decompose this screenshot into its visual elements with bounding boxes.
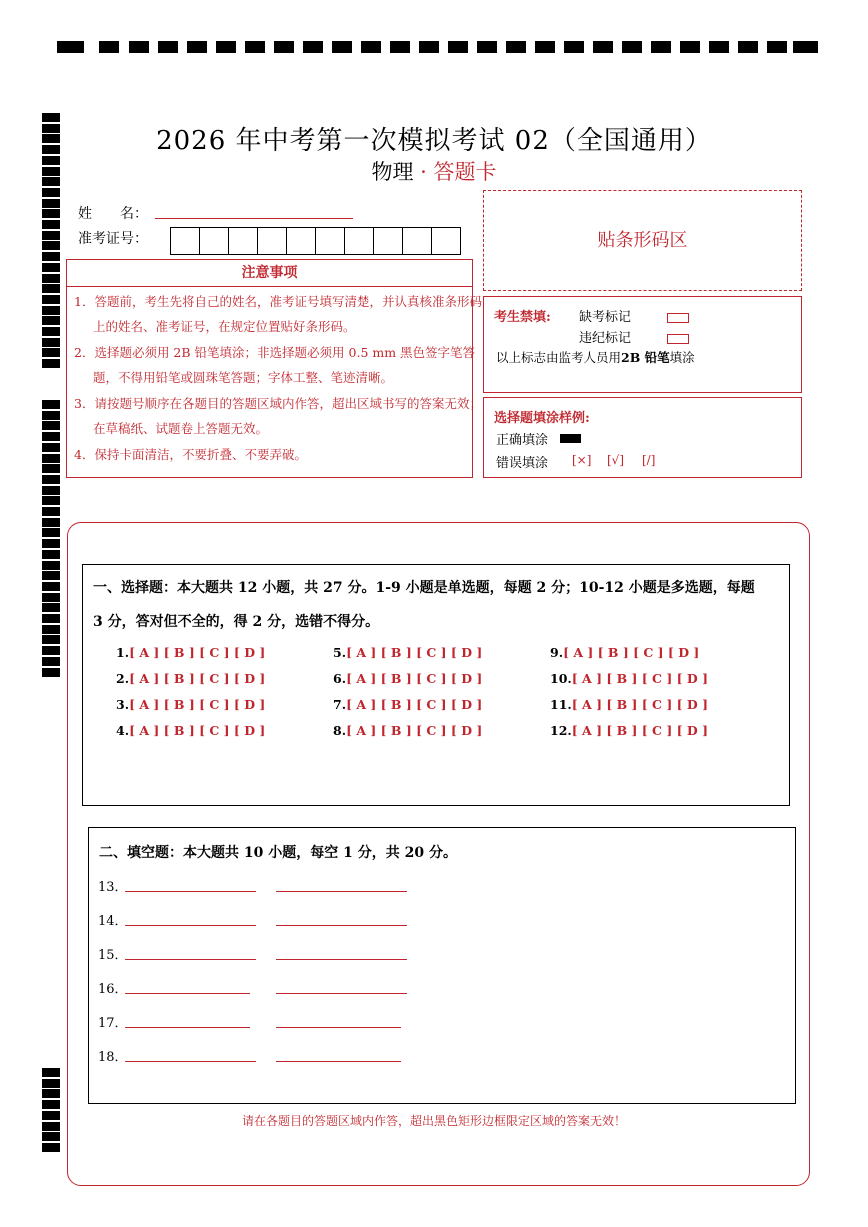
id-digit-box[interactable] bbox=[258, 228, 287, 254]
choice-item[interactable] bbox=[116, 697, 265, 712]
timing-mark bbox=[42, 1143, 60, 1152]
timing-mark bbox=[42, 1100, 60, 1109]
forbidden-box bbox=[483, 296, 802, 393]
choice-options[interactable]: [ A ] [ B ] [ C ] [ D ] bbox=[346, 645, 483, 660]
fill-blank[interactable] bbox=[276, 1026, 401, 1028]
fill-blank[interactable] bbox=[276, 890, 407, 892]
fill-number: 17． bbox=[98, 1016, 128, 1031]
choice-number: 3. bbox=[116, 697, 130, 712]
timing-mark bbox=[42, 1068, 60, 1077]
timing-mark bbox=[42, 1132, 60, 1141]
notice-heading: 注意事项 bbox=[67, 260, 472, 287]
fill-number: 18． bbox=[98, 1050, 128, 1065]
timing-mark bbox=[42, 528, 60, 537]
timing-mark bbox=[42, 496, 60, 505]
id-label: 准考证号： bbox=[78, 231, 148, 247]
choice-item[interactable] bbox=[333, 723, 482, 738]
choice-options[interactable]: [ A ] [ B ] [ C ] [ D ] bbox=[571, 723, 708, 738]
id-digit-box[interactable] bbox=[171, 228, 200, 254]
top-timing-marks bbox=[57, 40, 818, 54]
card-label: 答题卡 bbox=[433, 160, 497, 184]
correct-label: 正确填涂 bbox=[496, 433, 549, 448]
fill-blank[interactable] bbox=[125, 924, 256, 926]
choice-options[interactable]: [ A ] [ B ] [ C ] [ D ] bbox=[571, 671, 708, 686]
fill-blank[interactable] bbox=[125, 992, 250, 994]
timing-mark bbox=[42, 1089, 60, 1098]
notice-item: 3．请按题号顺序在各题目的答题区域内作答，超出区域书写的答案无效；在草稿纸、试题卷上答题无效。 bbox=[74, 396, 482, 436]
timing-mark bbox=[42, 252, 60, 261]
timing-mark bbox=[42, 1079, 60, 1088]
barcode-area: 贴条形码区 bbox=[483, 190, 802, 291]
timing-mark bbox=[42, 220, 60, 229]
timing-mark bbox=[42, 188, 60, 197]
choice-options[interactable]: [ A ] [ B ] [ C ] [ D ] bbox=[346, 697, 483, 712]
subtitle bbox=[0, 156, 868, 186]
timing-mark bbox=[42, 668, 60, 677]
choice-item[interactable] bbox=[116, 645, 265, 660]
absent-label: 缺考标记 bbox=[579, 310, 632, 325]
choice-number: 8. bbox=[333, 723, 347, 738]
choice-item[interactable] bbox=[550, 671, 708, 686]
timing-mark bbox=[42, 486, 60, 495]
choice-item[interactable] bbox=[333, 697, 482, 712]
notice-item: 4．保持卡面清洁，不要折叠、不要弄破。 bbox=[74, 447, 307, 462]
timing-mark bbox=[42, 359, 60, 368]
choice-number: 5. bbox=[333, 645, 347, 660]
timing-mark bbox=[42, 464, 60, 473]
choice-item[interactable] bbox=[550, 645, 699, 660]
choice-item[interactable] bbox=[333, 645, 482, 660]
notice-item: 1．答题前，考生先将自己的姓名，准考证号填写清楚，并认真核准条形码上的姓名、准考证号，在规定位置贴好条形码。 bbox=[74, 294, 482, 334]
id-digit-box[interactable] bbox=[432, 228, 460, 254]
sample-title: 选择题填涂样例: bbox=[494, 411, 590, 426]
choice-options[interactable]: [ A ] [ B ] [ C ] [ D ] bbox=[129, 697, 266, 712]
notice-item: 2．选择题必须用 2B 铅笔填涂；非选择题必须用 0.5 mm 黑色签字笔答题，不得用铅笔或圆珠笔答题；字体工整、笔迹清晰。 bbox=[74, 345, 476, 385]
forbidden-note bbox=[496, 348, 695, 366]
choice-number: 12. bbox=[550, 723, 572, 738]
fill-blank[interactable] bbox=[125, 1026, 250, 1028]
name-input-line[interactable] bbox=[155, 218, 353, 219]
timing-mark bbox=[42, 614, 60, 623]
timing-mark bbox=[42, 263, 60, 272]
timing-mark bbox=[42, 625, 60, 634]
timing-mark bbox=[42, 561, 60, 570]
fill-blank[interactable] bbox=[125, 1060, 256, 1062]
wrong-mark-check: [√] bbox=[607, 453, 625, 467]
timing-mark bbox=[42, 571, 60, 580]
id-digit-box[interactable] bbox=[403, 228, 432, 254]
choice-item[interactable] bbox=[550, 723, 708, 738]
choice-number: 7. bbox=[333, 697, 347, 712]
timing-mark bbox=[42, 603, 60, 612]
timing-mark bbox=[42, 348, 60, 357]
violation-mark-box[interactable] bbox=[667, 328, 689, 347]
choice-item[interactable] bbox=[116, 671, 265, 686]
exam-title: 2026 年中考第一次模拟考试 02（全国通用） bbox=[156, 126, 712, 156]
fill-blank[interactable] bbox=[276, 1060, 401, 1062]
choice-options[interactable]: [ A ] [ B ] [ C ] [ D ] bbox=[563, 645, 700, 660]
forbidden-note-post: 填涂 bbox=[669, 350, 695, 365]
choice-options[interactable]: [ A ] [ B ] [ C ] [ D ] bbox=[346, 723, 483, 738]
subject-label: 物理 bbox=[371, 160, 414, 184]
fill-blank[interactable] bbox=[276, 958, 407, 960]
forbidden-note-pre: 以上标志由监考人员用 bbox=[496, 350, 622, 365]
timing-mark bbox=[42, 646, 60, 655]
timing-mark bbox=[42, 454, 60, 463]
timing-mark bbox=[42, 231, 60, 240]
choice-options[interactable]: [ A ] [ B ] [ C ] [ D ] bbox=[346, 671, 483, 686]
fill-title: 二、填空题：本大题共 10 小题，每空 1 分，共 20 分。 bbox=[99, 845, 457, 861]
timing-mark bbox=[42, 411, 60, 420]
choice-options[interactable]: [ A ] [ B ] [ C ] [ D ] bbox=[129, 645, 266, 660]
timing-mark bbox=[42, 550, 60, 559]
id-digit-box[interactable] bbox=[345, 228, 374, 254]
id-digit-box[interactable] bbox=[287, 228, 316, 254]
fill-number: 15． bbox=[98, 948, 128, 963]
timing-mark bbox=[42, 507, 60, 516]
footer-warning: 请在各题目的答题区域内作答，超出黑色矩形边框限定区域的答案无效！ bbox=[241, 1114, 626, 1128]
fill-number: 16． bbox=[98, 982, 128, 997]
choice-number: 4. bbox=[116, 723, 130, 738]
choice-number: 9. bbox=[550, 645, 564, 660]
fill-section bbox=[88, 827, 796, 1104]
fill-number: 13． bbox=[98, 880, 128, 895]
id-digit-box[interactable] bbox=[200, 228, 229, 254]
id-digit-box[interactable] bbox=[316, 228, 345, 254]
notice-box bbox=[66, 259, 482, 478]
title-dot: · bbox=[420, 160, 427, 184]
choice-number: 6. bbox=[333, 671, 347, 686]
timing-mark bbox=[42, 582, 60, 591]
wrong-mark-slash: [/] bbox=[642, 453, 656, 467]
timing-mark bbox=[42, 295, 60, 304]
timing-mark bbox=[42, 421, 60, 430]
timing-mark bbox=[42, 475, 60, 484]
fill-blank[interactable] bbox=[125, 890, 256, 892]
timing-mark bbox=[42, 432, 60, 441]
timing-mark bbox=[42, 209, 60, 218]
choice-number: 10. bbox=[550, 671, 572, 686]
forbidden-note-bold: 2B 铅笔 bbox=[621, 350, 670, 365]
timing-mark bbox=[42, 199, 60, 208]
fill-blank[interactable] bbox=[125, 958, 256, 960]
timing-mark bbox=[42, 327, 60, 336]
choice-options[interactable]: [ A ] [ B ] [ C ] [ D ] bbox=[571, 697, 708, 712]
fill-blank[interactable] bbox=[276, 992, 407, 994]
wrong-mark-x: [×] bbox=[572, 453, 592, 467]
absent-mark-box[interactable] bbox=[667, 307, 689, 326]
timing-mark bbox=[42, 316, 60, 325]
wrong-label: 错误填涂 bbox=[496, 456, 549, 471]
violation-label: 违纪标记 bbox=[579, 331, 632, 346]
id-digit-box[interactable] bbox=[374, 228, 403, 254]
timing-mark bbox=[42, 635, 60, 644]
choice-item[interactable] bbox=[333, 671, 482, 686]
choice-item[interactable] bbox=[550, 697, 708, 712]
fill-blank[interactable] bbox=[276, 924, 407, 926]
choice-number: 1. bbox=[116, 645, 130, 660]
forbidden-title: 考生禁填: bbox=[494, 310, 551, 325]
choice-options[interactable]: [ A ] [ B ] [ C ] [ D ] bbox=[129, 723, 266, 738]
timing-mark bbox=[42, 593, 60, 602]
timing-mark bbox=[42, 400, 60, 409]
timing-mark bbox=[42, 274, 60, 283]
timing-mark bbox=[42, 241, 60, 250]
name-label: 姓 名： bbox=[78, 206, 148, 222]
timing-mark bbox=[42, 306, 60, 315]
timing-mark bbox=[42, 443, 60, 452]
exam-id-boxes[interactable] bbox=[170, 227, 461, 255]
timing-mark bbox=[42, 657, 60, 666]
choice-options[interactable]: [ A ] [ B ] [ C ] [ D ] bbox=[129, 671, 266, 686]
timing-mark bbox=[42, 518, 60, 527]
correct-fill-sample bbox=[560, 434, 581, 443]
timing-mark bbox=[42, 539, 60, 548]
choice-number: 11. bbox=[550, 697, 572, 712]
id-digit-box[interactable] bbox=[229, 228, 258, 254]
choice-title-line2: 3 分，答对但不全的，得 2 分，选错不得分。 bbox=[93, 614, 380, 630]
fill-number: 14． bbox=[98, 914, 128, 929]
timing-mark bbox=[42, 284, 60, 293]
choice-item[interactable] bbox=[116, 723, 265, 738]
timing-mark bbox=[42, 338, 60, 347]
choice-number: 2. bbox=[116, 671, 130, 686]
choice-title-line1: 一、选择题：本大题共 12 小题，共 27 分。1-9 小题是单选题，每题 2 分；10-12 小题是多选题，每题 bbox=[93, 580, 755, 596]
sample-box bbox=[483, 397, 802, 478]
choice-section bbox=[82, 564, 790, 806]
